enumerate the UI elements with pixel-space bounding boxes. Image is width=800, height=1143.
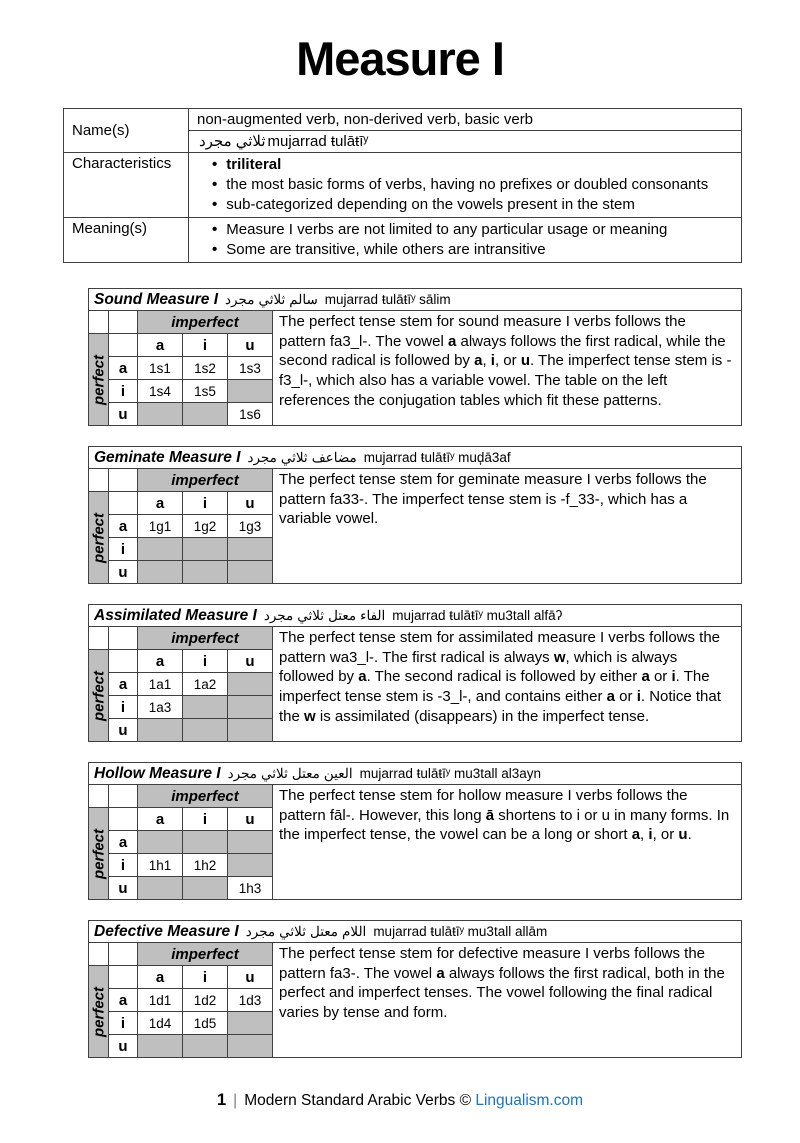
table-cell: 1s4 [138, 380, 183, 403]
table-row [89, 380, 273, 403]
table-row [89, 854, 273, 877]
page-number: 1 [216, 1091, 227, 1109]
section-description: The perfect tense stem for defective measure I verbs follows the pattern fa3-. The vowel a always follows the first radical, both in the perfect and imperfect tenses. The vowel following the final radical varies by tense and form. [272, 942, 742, 1058]
perfect-label: perfect [90, 354, 107, 405]
table-row [89, 469, 273, 492]
measure-section [88, 920, 742, 1058]
imperfect-vowel-u: u [228, 492, 273, 515]
verb-info-table [63, 108, 742, 263]
section-header [88, 920, 742, 942]
names-arabic-row [189, 131, 742, 153]
imperfect-vowel-a: a [138, 966, 183, 989]
corner-cell [109, 785, 138, 808]
table-cell [183, 719, 228, 742]
table-row [89, 311, 273, 334]
table-cell: 1s1 [138, 357, 183, 380]
table-cell: 1d5 [183, 1012, 228, 1035]
table-cell [183, 696, 228, 719]
perfect-vowel-u: u [109, 1035, 138, 1058]
meanings-label: Meaning(s) [64, 218, 189, 263]
section-description: The perfect tense stem for hollow measure I verbs follows the pattern fāl-. However, this long ā shortens to i or u in many forms. In the imperfect tense, the vowel can be a long or short a, i, or u. [272, 784, 742, 900]
table-cell [138, 403, 183, 426]
section-title-arabic: مجرد ثلاثي مضاعف [247, 449, 357, 465]
perfect-vowel-i: i [109, 696, 138, 719]
corner-cell [109, 311, 138, 334]
table-row [89, 943, 273, 966]
corner-cell [89, 469, 109, 492]
transliteration: mujarrad ŧulāŧīʸ [267, 133, 369, 150]
perfect-label: perfect [90, 670, 107, 721]
vowel-pattern-table [88, 626, 273, 742]
section-title-transliteration: mujarrad ŧulāŧīʸ muḑā3af [363, 450, 511, 465]
measure-section [88, 446, 742, 584]
table-row [89, 561, 273, 584]
table-cell: 1s3 [228, 357, 273, 380]
table-cell: 1g2 [183, 515, 228, 538]
perfect-vowel-a: a [109, 831, 138, 854]
perfect-label: perfect [90, 828, 107, 879]
perfect-vowel-i: i [109, 854, 138, 877]
perfect-header [89, 966, 109, 1058]
table-cell [228, 561, 273, 584]
table-row [89, 719, 273, 742]
section-title: Geminate Measure I [94, 448, 241, 466]
arabic-term: مجرد ثلاثي [199, 133, 266, 150]
table-cell [228, 719, 273, 742]
table-row [89, 334, 273, 357]
section-header [88, 762, 742, 784]
imperfect-header: imperfect [138, 943, 273, 966]
table-cell: 1d2 [183, 989, 228, 1012]
section-title-transliteration: mujarrad ŧulāŧīʸ mu3tall allām [373, 924, 548, 939]
imperfect-vowel-a: a [138, 334, 183, 357]
list-item: • Measure I verbs are not limited to any particular usage or meaning [212, 220, 733, 239]
table-cell: 1h2 [183, 854, 228, 877]
table-cell [228, 831, 273, 854]
perfect-vowel-u: u [109, 403, 138, 426]
perfect-vowel-i: i [109, 1012, 138, 1035]
table-row [89, 650, 273, 673]
section-title: Assimilated Measure I [94, 606, 257, 624]
table-cell [183, 1035, 228, 1058]
corner-cell [89, 311, 109, 334]
vowel-pattern-table [88, 784, 273, 900]
imperfect-header: imperfect [138, 785, 273, 808]
section-title-transliteration: mujarrad ŧulāŧīʸ mu3tall al3ayn [359, 766, 542, 781]
corner-cell [109, 808, 138, 831]
table-row [89, 1012, 273, 1035]
perfect-vowel-a: a [109, 673, 138, 696]
list-item: • sub-categorized depending on the vowels present in the stem [212, 195, 733, 214]
imperfect-vowel-i: i [183, 966, 228, 989]
section-title-transliteration: mujarrad ŧulāŧīʸ sālim [324, 292, 451, 307]
imperfect-vowel-i: i [183, 492, 228, 515]
table-cell: 1h3 [228, 877, 273, 900]
section-title: Hollow Measure I [94, 764, 221, 782]
list-item: • the most basic forms of verbs, having no prefixes or doubled consonants [212, 175, 733, 194]
vowel-pattern-table [88, 468, 273, 584]
table-row [89, 877, 273, 900]
imperfect-vowel-u: u [228, 650, 273, 673]
perfect-vowel-a: a [109, 357, 138, 380]
section-header [88, 288, 742, 310]
list-item: • triliteral [212, 155, 733, 174]
corner-cell [109, 492, 138, 515]
imperfect-vowel-i: i [183, 650, 228, 673]
table-cell: 1s6 [228, 403, 273, 426]
table-cell: 1a2 [183, 673, 228, 696]
corner-cell [89, 785, 109, 808]
section-description: The perfect tense stem for sound measure I verbs follows the pattern fa3_l-. The vowel a always follows the first radical, while the second radical is followed by a, i, or u. The imperfect tense stem is -f3_l-, which also has a variable vowel. The table on the left references the conjugation tables which fit these patterns. [272, 310, 742, 426]
meanings-list [197, 220, 733, 259]
section-description: The perfect tense stem for assimilated measure I verbs follows the pattern wa3_l-. The first radical is always w, which is always followed by a. The second radical is followed by either a or i. The imperfect tense stem is -3_l-, and contains either a or i. Notice that the w is assimilated (disappears) in the imperfect tense. [272, 626, 742, 742]
table-cell [138, 877, 183, 900]
table-cell: 1s2 [183, 357, 228, 380]
table-cell [228, 538, 273, 561]
perfect-vowel-i: i [109, 380, 138, 403]
table-cell: 1g1 [138, 515, 183, 538]
imperfect-vowel-u: u [228, 334, 273, 357]
imperfect-vowel-u: u [228, 808, 273, 831]
measure-section [88, 604, 742, 742]
table-cell [138, 561, 183, 584]
perfect-vowel-i: i [109, 538, 138, 561]
table-cell [138, 1035, 183, 1058]
table-cell: 1a1 [138, 673, 183, 696]
imperfect-vowel-i: i [183, 808, 228, 831]
table-row [89, 357, 273, 380]
corner-cell [109, 943, 138, 966]
corner-cell [109, 334, 138, 357]
footer-separator: | [233, 1092, 238, 1109]
imperfect-header: imperfect [138, 469, 273, 492]
table-cell [228, 1012, 273, 1035]
corner-cell [89, 943, 109, 966]
corner-cell [109, 469, 138, 492]
imperfect-vowel-a: a [138, 808, 183, 831]
table-cell [183, 831, 228, 854]
page-footer [0, 1091, 800, 1110]
table-row [89, 989, 273, 1012]
measure-section [88, 762, 742, 900]
table-cell [138, 831, 183, 854]
perfect-vowel-u: u [109, 877, 138, 900]
names-label: Name(s) [64, 109, 189, 153]
table-cell [138, 538, 183, 561]
corner-cell [89, 627, 109, 650]
table-row [89, 1035, 273, 1058]
table-cell [228, 854, 273, 877]
table-cell [183, 403, 228, 426]
table-cell [228, 380, 273, 403]
table-row [89, 831, 273, 854]
names-value: non-augmented verb, non-derived verb, basic verb [189, 109, 742, 131]
table-cell [228, 673, 273, 696]
characteristics-list [197, 155, 733, 214]
table-row [89, 403, 273, 426]
measure-sections [88, 288, 742, 1058]
imperfect-header: imperfect [138, 627, 273, 650]
table-cell: 1d4 [138, 1012, 183, 1035]
characteristics-cell [189, 153, 742, 218]
imperfect-vowel-i: i [183, 334, 228, 357]
section-body [88, 784, 742, 900]
perfect-vowel-a: a [109, 515, 138, 538]
table-cell: 1d1 [138, 989, 183, 1012]
list-item: • Some are transitive, while others are intransitive [212, 240, 733, 259]
perfect-vowel-u: u [109, 719, 138, 742]
section-body [88, 626, 742, 742]
section-header [88, 604, 742, 626]
imperfect-vowel-a: a [138, 650, 183, 673]
table-row [89, 785, 273, 808]
section-title-arabic: مجرد ثلاثي معتل الفاء [263, 607, 386, 623]
section-title-arabic: مجرد ثلاثي معتل العين [227, 765, 353, 781]
table-row [89, 696, 273, 719]
section-header [88, 446, 742, 468]
table-cell: 1a3 [138, 696, 183, 719]
perfect-header [89, 334, 109, 426]
corner-cell [109, 650, 138, 673]
section-title-transliteration: mujarrad ŧulāŧīʸ mu3tall alfāʔ [392, 608, 563, 623]
section-description: The perfect tense stem for geminate measure I verbs follows the pattern fa33-. The imperfect tense stem is -f_33-, which has a variable vowel. [272, 468, 742, 584]
page-title: Measure I [296, 32, 504, 85]
table-row [64, 218, 742, 263]
characteristics-label: Characteristics [64, 153, 189, 218]
table-cell [183, 561, 228, 584]
section-title-arabic: مجرد ثلاثي معتل اللام [245, 923, 367, 939]
imperfect-header: imperfect [138, 311, 273, 334]
section-title-arabic: مجرد ثلاثي سالم [225, 291, 318, 307]
table-cell [228, 696, 273, 719]
footer-text: Modern Standard Arabic Verbs © [244, 1092, 472, 1109]
table-row [64, 109, 742, 131]
vowel-pattern-table [88, 942, 273, 1058]
section-title: Defective Measure I [94, 922, 239, 940]
table-row [89, 627, 273, 650]
corner-cell [109, 966, 138, 989]
section-body [88, 942, 742, 1058]
section-title: Sound Measure I [94, 290, 219, 308]
imperfect-vowel-a: a [138, 492, 183, 515]
table-cell [138, 719, 183, 742]
vowel-pattern-table [88, 310, 273, 426]
table-row [89, 492, 273, 515]
table-cell [183, 877, 228, 900]
perfect-vowel-a: a [109, 989, 138, 1012]
perfect-label: perfect [90, 512, 107, 563]
table-cell: 1h1 [138, 854, 183, 877]
table-cell [228, 1035, 273, 1058]
lingualism-link[interactable]: Lingualism.com [475, 1092, 584, 1109]
perfect-header [89, 492, 109, 584]
table-cell: 1s5 [183, 380, 228, 403]
section-body [88, 310, 742, 426]
corner-cell [109, 627, 138, 650]
table-row [89, 966, 273, 989]
table-row [89, 808, 273, 831]
table-cell: 1g3 [228, 515, 273, 538]
section-body [88, 468, 742, 584]
table-row [89, 673, 273, 696]
perfect-label: perfect [90, 986, 107, 1037]
table-row [89, 515, 273, 538]
perfect-header [89, 808, 109, 900]
table-row [89, 538, 273, 561]
perfect-vowel-u: u [109, 561, 138, 584]
perfect-header [89, 650, 109, 742]
meanings-cell [189, 218, 742, 263]
imperfect-vowel-u: u [228, 966, 273, 989]
table-cell: 1d3 [228, 989, 273, 1012]
table-cell [183, 538, 228, 561]
measure-section [88, 288, 742, 426]
table-row [64, 153, 742, 218]
